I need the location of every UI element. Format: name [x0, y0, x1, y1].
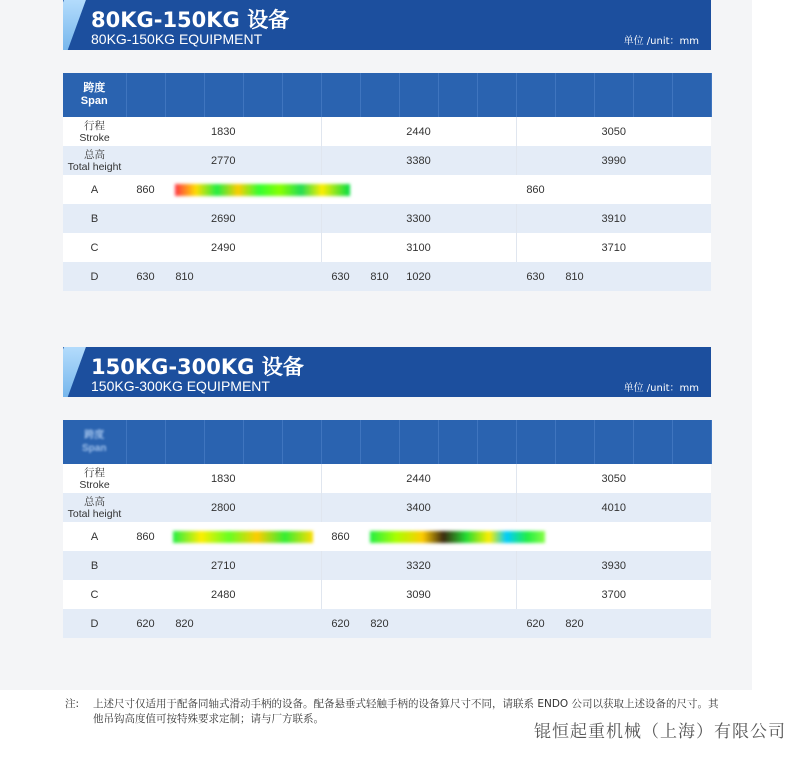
value-cell: 3300 — [321, 204, 516, 233]
span-cell — [243, 73, 282, 117]
value-cell — [438, 262, 477, 291]
span-cell — [126, 420, 165, 464]
value-cell: 620 — [126, 609, 165, 638]
value-cell — [594, 175, 633, 204]
b-row — [63, 204, 711, 233]
span-cell — [672, 73, 711, 117]
d-row — [63, 262, 711, 291]
value-cell: 2770 — [126, 146, 321, 175]
value-cell: 3400 — [321, 493, 516, 522]
footnote-text: 上述尺寸仅适用于配备同轴式滑动手柄的设备。配备悬垂式轻触手柄的设备算尺寸不同，请联系 ENDO 公司以获取上述设备的尺寸。其他吊钩高度值可按特殊要求定制；请与厂方联系。 — [93, 698, 719, 725]
c-label: C — [63, 580, 126, 609]
d-label: D — [63, 609, 126, 638]
value-cell — [282, 609, 321, 638]
value-cell: 1830 — [126, 464, 321, 493]
value-cell — [633, 609, 672, 638]
c-label: C — [63, 233, 126, 262]
value-cell — [438, 609, 477, 638]
value-cell: 820 — [165, 609, 204, 638]
obscured-cells — [360, 522, 555, 551]
span-cell — [321, 73, 360, 117]
span-cell — [672, 420, 711, 464]
spec-table — [63, 420, 712, 638]
value-cell: 630 — [321, 262, 360, 291]
footnote-label: 注: — [65, 698, 80, 710]
b-row — [63, 551, 711, 580]
value-cell — [672, 609, 711, 638]
obscured-region — [175, 184, 350, 196]
value-cell: 1830 — [126, 117, 321, 146]
value-cell: 3090 — [321, 580, 516, 609]
value-cell — [282, 262, 321, 291]
span-cell — [516, 420, 555, 464]
span-header-row — [63, 73, 711, 117]
span-cell — [243, 420, 282, 464]
total-height-label: 总高 Total height — [63, 493, 126, 522]
value-cell: 2710 — [126, 551, 321, 580]
span-cell — [555, 420, 594, 464]
span-label: 跨度 Span — [63, 73, 126, 117]
value-cell: 620 — [516, 609, 555, 638]
span-cell — [594, 420, 633, 464]
value-cell: 4010 — [516, 493, 711, 522]
span-cell — [399, 73, 438, 117]
span-cell — [477, 420, 516, 464]
span-cell — [282, 73, 321, 117]
section-80-150kg — [63, 0, 711, 291]
d-row — [63, 609, 711, 638]
value-cell: 3050 — [516, 117, 711, 146]
value-cell: 820 — [360, 609, 399, 638]
total-height-row — [63, 493, 711, 522]
spec-table — [63, 73, 712, 291]
value-cell — [633, 175, 672, 204]
span-cell — [594, 73, 633, 117]
span-cell — [360, 73, 399, 117]
value-cell — [594, 522, 633, 551]
value-cell — [594, 262, 633, 291]
unit-label: 单位 /unit：mm — [623, 383, 699, 394]
value-cell — [672, 175, 711, 204]
value-cell: 3990 — [516, 146, 711, 175]
section-banner — [63, 0, 711, 50]
obscured-cells — [165, 522, 321, 551]
span-cell — [555, 73, 594, 117]
value-cell — [594, 609, 633, 638]
d-label: D — [63, 262, 126, 291]
value-cell: 630 — [126, 262, 165, 291]
value-cell: 2440 — [321, 117, 516, 146]
section-title-en: 80KG-150KG EQUIPMENT — [91, 31, 263, 47]
value-cell — [243, 609, 282, 638]
total-height-row — [63, 146, 711, 175]
value-cell: 3930 — [516, 551, 711, 580]
value-cell — [555, 175, 594, 204]
span-cell — [438, 73, 477, 117]
value-cell: 810 — [165, 262, 204, 291]
value-cell: 630 — [516, 262, 555, 291]
c-row — [63, 580, 711, 609]
a-row — [63, 175, 711, 204]
value-cell — [243, 262, 282, 291]
stroke-label: 行程 Stroke — [63, 464, 126, 493]
section-banner — [63, 347, 711, 397]
span-cell — [633, 420, 672, 464]
span-cell — [204, 73, 243, 117]
b-label: B — [63, 551, 126, 580]
value-cell — [477, 175, 516, 204]
company-name: 锟恒起重机械（上海）有限公司 — [534, 722, 786, 742]
banner-stripe — [63, 347, 90, 397]
value-cell: 620 — [321, 609, 360, 638]
section-title-en: 150KG-300KG EQUIPMENT — [91, 378, 270, 394]
unit-label: 单位 /unit：mm — [623, 36, 699, 47]
banner-stripe — [63, 0, 90, 50]
value-cell — [555, 522, 594, 551]
value-cell: 3700 — [516, 580, 711, 609]
value-cell: 2690 — [126, 204, 321, 233]
span-cell — [282, 420, 321, 464]
span-cell — [633, 73, 672, 117]
span-cell — [165, 420, 204, 464]
value-cell: 860 — [126, 175, 165, 204]
span-cell — [204, 420, 243, 464]
value-cell: 860 — [126, 522, 165, 551]
a-row — [63, 522, 711, 551]
value-cell: 1020 — [399, 262, 438, 291]
value-cell — [672, 262, 711, 291]
value-cell: 3100 — [321, 233, 516, 262]
span-cell — [360, 420, 399, 464]
span-cell — [438, 420, 477, 464]
span-header-row — [63, 420, 711, 464]
obscured-region — [173, 531, 313, 543]
value-cell: 3320 — [321, 551, 516, 580]
value-cell — [477, 609, 516, 638]
value-cell: 810 — [555, 262, 594, 291]
value-cell: 860 — [516, 175, 555, 204]
obscured-cells — [165, 175, 360, 204]
span-cell — [126, 73, 165, 117]
stroke-row — [63, 117, 711, 146]
section-title-cn: 80KG-150KG 设备 — [91, 8, 290, 32]
value-cell: 820 — [555, 609, 594, 638]
value-cell — [204, 609, 243, 638]
a-label: A — [63, 522, 126, 551]
span-label-text: 跨度 Span — [82, 430, 107, 454]
obscured-region — [370, 531, 545, 543]
value-cell: 3380 — [321, 146, 516, 175]
value-cell — [399, 175, 438, 204]
value-cell: 810 — [360, 262, 399, 291]
value-cell — [633, 262, 672, 291]
value-cell: 860 — [321, 522, 360, 551]
value-cell: 3050 — [516, 464, 711, 493]
value-cell: 3710 — [516, 233, 711, 262]
a-label: A — [63, 175, 126, 204]
total-height-label: 总高 Total height — [63, 146, 126, 175]
span-cell — [477, 73, 516, 117]
b-label: B — [63, 204, 126, 233]
value-cell — [204, 262, 243, 291]
value-cell — [477, 262, 516, 291]
section-150-300kg — [63, 347, 711, 638]
value-cell — [438, 175, 477, 204]
stroke-row — [63, 464, 711, 493]
section-title-cn: 150KG-300KG 设备 — [91, 355, 304, 379]
span-label — [63, 420, 126, 464]
c-row — [63, 233, 711, 262]
span-cell — [165, 73, 204, 117]
span-cell — [399, 420, 438, 464]
value-cell: 2800 — [126, 493, 321, 522]
stroke-label: 行程 Stroke — [63, 117, 126, 146]
value-cell — [633, 522, 672, 551]
span-cell — [321, 420, 360, 464]
value-cell: 2490 — [126, 233, 321, 262]
value-cell: 2440 — [321, 464, 516, 493]
value-cell — [399, 609, 438, 638]
value-cell: 3910 — [516, 204, 711, 233]
value-cell — [360, 175, 399, 204]
value-cell — [672, 522, 711, 551]
value-cell: 2480 — [126, 580, 321, 609]
span-cell — [516, 73, 555, 117]
